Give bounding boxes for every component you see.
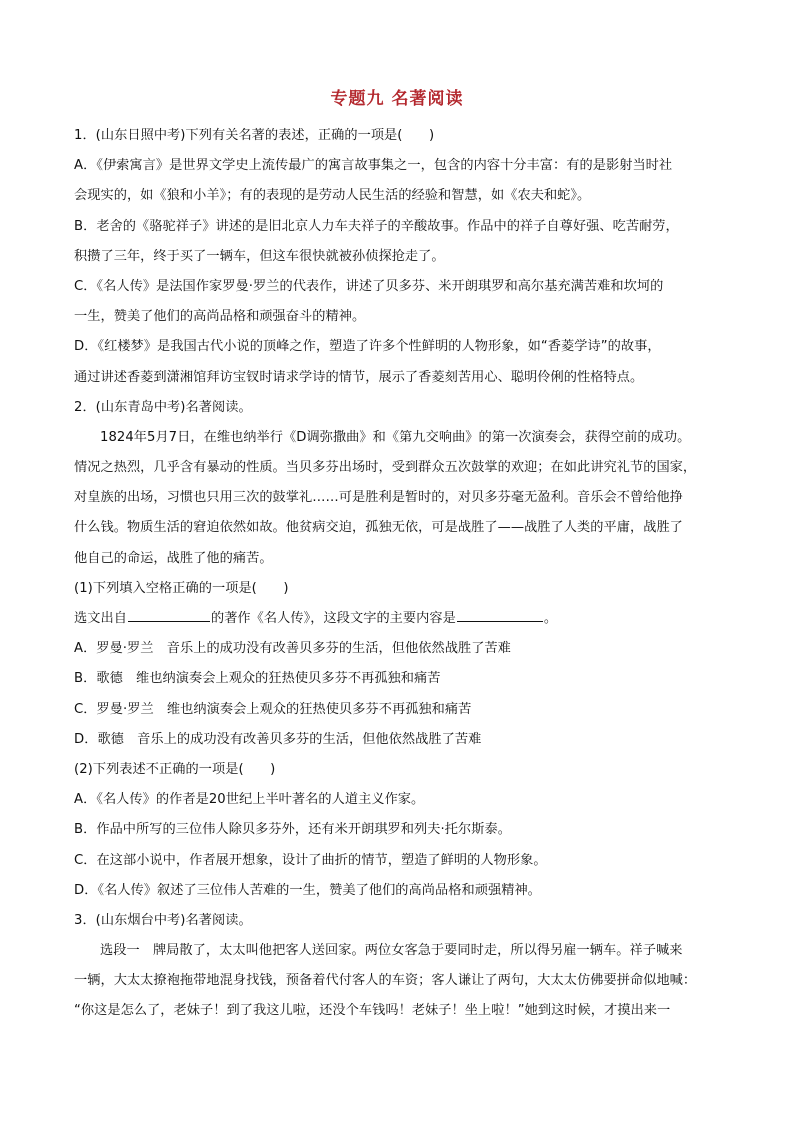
sub-question-1-option-b: B．歌德 维也纳演奏会上观众的狂热使贝多芬不再孤独和痛苦 [74, 671, 441, 687]
answer-blank-2[interactable] [457, 607, 543, 622]
sub-question-1-option-d: D．歌德 音乐上的成功没有改善贝多芬的生活，但他依然战胜了苦难 [74, 731, 482, 747]
passage-line: 情况之热烈，几乎含有暴动的性质。当贝多芬出场时，受到群众五次鼓掌的欢迎；在如此讲究礼节的国家， [74, 460, 697, 476]
sub-question-2-option-b: B．作品中所写的三位伟人除贝多芬外，还有米开朗琪罗和列夫·托尔斯泰。 [74, 822, 511, 838]
question-1-option-c-cont: 一生，赞美了他们的高尚品格和顽强奋斗的精神。 [74, 309, 366, 325]
question-1-option-a-cont: 会现实的，如《狼和小羊》；有的表现的是劳动人民生活的经验和智慧，如《农夫和蛇》。 [74, 188, 591, 204]
question-1-option-b: B．老舍的《骆驼祥子》讲述的是旧北京人力车夫祥子的辛酸故事。作品中的祥子自尊好强、吃苦耐劳， [74, 218, 679, 234]
page-title: 专题九 名著阅读 [330, 89, 464, 109]
fill-blank-text-after: 。 [543, 611, 558, 626]
answer-blank-1[interactable] [128, 607, 210, 622]
sub-question-1-stem: (1)下列填入空格正确的一项是( ) [74, 580, 289, 596]
sub-question-2-option-c: C．在这部小说中，作者展开想象，设计了曲折的情节，塑造了鲜明的人物形象。 [74, 852, 547, 868]
passage-line: 他自己的命运，战胜了他的痛苦。 [74, 550, 273, 566]
question-2-stem: 2．(山东青岛中考)名著阅读。 [74, 399, 252, 415]
excerpt-line: 一辆，大太太撩袍拖带地混身找钱，预备着代付客人的车资；客人谦让了两句，大太太仿佛要拼命似地喊： [74, 973, 697, 989]
sub-question-2-option-d: D．《名人传》叙述了三位伟人苦难的一生，赞美了他们的高尚品格和顽强精神。 [74, 882, 541, 898]
sub-question-1-option-a: A．罗曼·罗兰 音乐上的成功没有改善贝多芬的生活，但他依然战胜了苦难 [74, 641, 511, 657]
question-1-option-d: D．《红楼梦》是我国古代小说的顶峰之作，塑造了许多个性鲜明的人物形象，如“香菱学诗”的故事， [74, 339, 661, 355]
excerpt-line: “你这是怎么了，老妹子！到了我这儿啦，还没个车钱吗！老妹子！坐上啦！”她到这时候，才摸出来一 [74, 1003, 671, 1019]
question-1-option-d-cont: 通过讲述香菱到潇湘馆拜访宝钗时请求学诗的情节，展示了香菱刻苦用心、聪明伶俐的性格特点。 [74, 369, 644, 385]
sub-question-2-option-a: A．《名人传》的作者是20世纪上半叶著名的人道主义作家。 [74, 792, 425, 808]
question-1-option-b-cont: 积攒了三年，终于买了一辆车，但这车很快就被孙侦探抢走了。 [74, 248, 445, 264]
passage-line: 1824年5月7日，在维也纳举行《D调弥撒曲》和《第九交响曲》的第一次演奏会，获得空前的成功。 [100, 429, 691, 445]
sub-question-1-option-c: C．罗曼·罗兰 维也纳演奏会上观众的狂热使贝多芬不再孤独和痛苦 [74, 701, 472, 717]
question-1-option-c: C．《名人传》是法国作家罗曼·罗兰的代表作，讲述了贝多芬、米开朗琪罗和高尔基充满苦难和坎坷的 [74, 278, 664, 294]
fill-blank-text-middle: 的著作《名人传》，这段文字的主要内容是 [210, 611, 456, 626]
sub-question-2-stem: (2)下列表述不正确的一项是( ) [74, 761, 276, 777]
passage-line: 什么钱。物质生活的窘迫依然如故。他贫病交迫，孤独无依，可是战胜了——战胜了人类的平庸，战胜了 [74, 520, 683, 536]
fill-blank-line [74, 604, 724, 634]
question-1-stem: 1．(山东日照中考)下列有关名著的表述，正确的一项是( ) [74, 128, 435, 143]
excerpt-line: 选段一 牌局散了，太太叫他把客人送回家。两位女客急于要同时走，所以得另雇一辆车。祥子喊来 [100, 943, 683, 959]
passage-line: 对皇族的出场，习惯也只用三次的鼓掌礼……可是胜利是暂时的，对贝多芬毫无盈利。音乐会不曾给他挣 [74, 490, 683, 506]
document-body [74, 121, 724, 1027]
question-1-option-a: A．《伊索寓言》是世界文学史上流传最广的寓言故事集之一，包含的内容十分丰富：有的是影射当时社 [74, 158, 673, 174]
question-3-stem: 3．(山东烟台中考)名著阅读。 [74, 912, 252, 928]
fill-blank-text-before: 选文出自 [74, 611, 127, 626]
